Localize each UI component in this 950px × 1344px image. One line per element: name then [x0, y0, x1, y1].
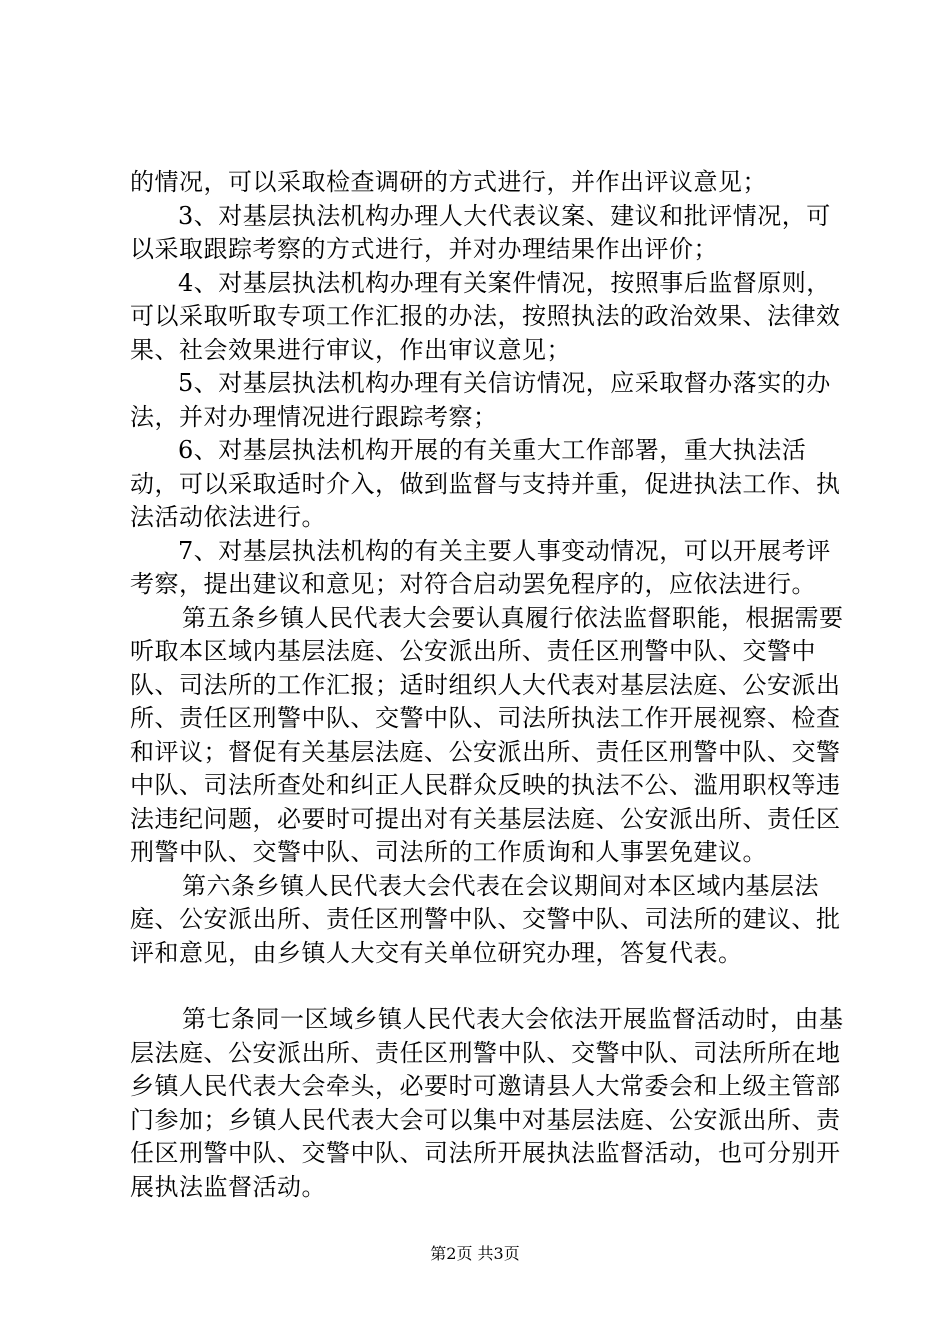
paragraph-article-7: 第七条同一区域乡镇人民代表大会依法开展监督活动时，由基层法庭、公安派出所、责任区刑警中队、交警中队、司法所所在地乡镇人民代表大会牵头，必要时可邀请县人大常委会和上级主管部门参加；乡镇人民代表大会可以集中对基层法庭、公安派出所、责任区刑警中队、交警中队、司法所开展执法监督活动，也可分别开展执法监督活动。	[130, 1005, 844, 1201]
paragraph-item-3: 3、对基层执法机构办理人大代表议案、建议和批评情况，可以采取跟踪考察的方式进行，并对办理结果作出评价；	[130, 201, 831, 263]
page-number-label: 第2页 共3页	[430, 1244, 520, 1263]
paragraph-item-7: 7、对基层执法机构的有关主要人事变动情况，可以开展考评考察，提出建议和意见；对符合启动罢免程序的，应依法进行。	[130, 536, 831, 598]
paragraph-item-5: 5、对基层执法机构办理有关信访情况，应采取督办落实的办法，并对办理情况进行跟踪考察；	[130, 369, 831, 431]
paragraph-item-6: 6、对基层执法机构开展的有关重大工作部署，重大执法活动，可以采取适时介入，做到监督与支持并重，促进执法工作、执法活动依法进行。	[130, 436, 841, 531]
paragraph-item-4: 4、对基层执法机构办理有关案件情况，按照事后监督原则，可以采取听取专项工作汇报的办法，按照执法的政治效果、法律效果、社会效果进行审议，作出审议意见；	[130, 268, 841, 364]
page-footer	[0, 1244, 950, 1264]
paragraph-article-6: 第六条乡镇人民代表大会代表在会议期间对本区域内基层法庭、公安派出所、责任区刑警中队、交警中队、司法所的建议、批评和意见，由乡镇人大交有关单位研究办理，答复代表。	[130, 871, 841, 967]
paragraph-continuation: 的情况，可以采取检查调研的方式进行，并作出评议意见；	[130, 168, 767, 196]
document-body	[130, 166, 855, 1204]
paragraph-article-5: 第五条乡镇人民代表大会要认真履行依法监督职能，根据需要听取本区域内基层法庭、公安派出所、责任区刑警中队、交警中队、司法所的工作汇报；适时组织人大代表对基层法庭、公安派出所、责任区刑警中队、交警中队、司法所执法工作开展视察、检查和评议；督促有关基层法庭、公安派出所、责任区刑警中队、交警中队、司法所查处和纠正人民群众反映的执法不公、滥用职权等违法违纪问题，必要时可提出对有关基层法庭、公安派出所、责任区刑警中队、交警中队、司法所的工作质询和人事罢免建议。	[130, 603, 844, 866]
